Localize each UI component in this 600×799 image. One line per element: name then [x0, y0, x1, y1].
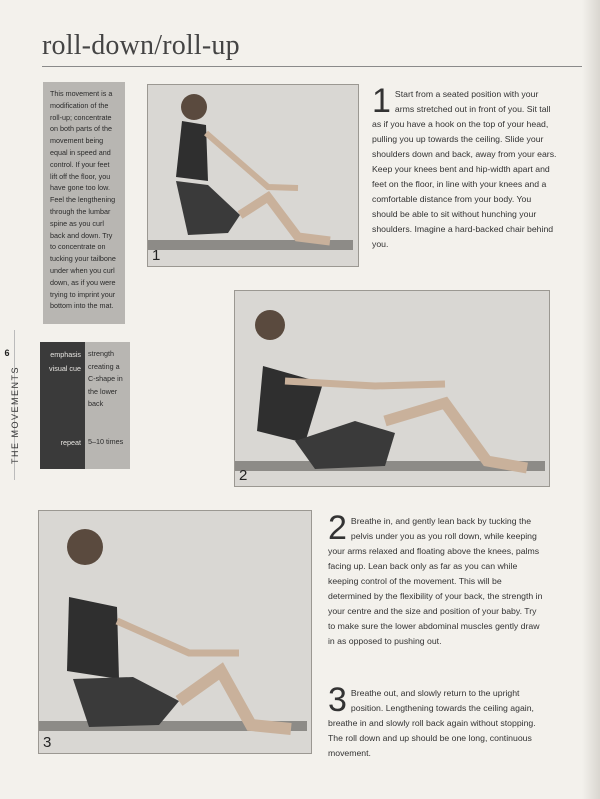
- info-value-repeat: 5–10 times: [88, 437, 124, 446]
- photo-step-1: [147, 84, 359, 267]
- step-3-block: [328, 681, 546, 761]
- info-key-repeat: repeat: [60, 438, 81, 447]
- info-key-visual-cue: visual cue: [49, 364, 81, 373]
- title-rule: [42, 66, 582, 67]
- figure-seated-upright-illustration: [148, 85, 358, 266]
- photo-step-3: [38, 510, 312, 754]
- sidebar-note-text: This movement is a modification of the roll-up; concentrate on both parts of the movement being equal in speed and control. If your feet lift off the floor, you have gone too low. Feel the lengthening through the lumbar spine as you curl back and down. Try to concentrate on tucking your tailbone under when you curl down, as if you were trying to imprint your bottom into the mat.: [50, 89, 116, 311]
- info-key-emphasis: emphasis: [50, 350, 81, 359]
- step-1-number: 1: [372, 82, 391, 120]
- section-tab-number: 6: [4, 348, 10, 358]
- figure-leaning-back-illustration: [235, 291, 549, 486]
- step-1-text: Start from a seated position with your arms stretched out in front of you. Sit tall as if you have a hook on the top of your head, pulling you up towards the ceiling. Slide your shoulders down and back, away from your ears. Keep your knees bent and hip-width apart and feet on the floor, in line with your knees and a comfortable distance from your body. You should be able to sit without hunching your shoulders. Imagine a hard-backed chair behind you.: [372, 89, 557, 249]
- info-table: [40, 342, 130, 469]
- page-title: roll-down/roll-up: [42, 30, 240, 61]
- step-2-number: 2: [328, 509, 347, 547]
- section-tab-label: THE MOVEMENTS: [10, 366, 20, 465]
- step-2-block: [328, 509, 546, 649]
- figure-returning-upright-illustration: [39, 511, 311, 753]
- info-value-visual-cue: strength creating a C-shape in the lower back: [88, 349, 123, 409]
- photo-label-3: 3: [43, 734, 52, 751]
- page-edge-shadow: [582, 0, 600, 799]
- photo-label-1: 1: [152, 247, 161, 264]
- photo-label-2: 2: [239, 467, 248, 484]
- step-1-block: [372, 82, 557, 252]
- info-table-key-column: [40, 342, 85, 469]
- step-3-text: Breathe out, and slowly return to the upright position. Lengthening towards the ceiling again, breathe in and slowly roll back again without stopping. The roll down and up should be one long, continuous movement.: [328, 688, 536, 758]
- step-3-number: 3: [328, 681, 347, 719]
- step-2-text: Breathe in, and gently lean back by tucking the pelvis under you as you roll down, while keeping your arms relaxed and floating above the knees, palms facing up. Lean back only as far as you can while keeping control of the movement. This will be determined by the flexibility of your back, the strength in your centre and the size and position of your baby. Try to make sure the lower abdominal muscles gently draw in as opposed to pushing out.: [328, 516, 543, 646]
- sidebar-note-box: [43, 82, 125, 324]
- photo-step-2: [234, 290, 550, 487]
